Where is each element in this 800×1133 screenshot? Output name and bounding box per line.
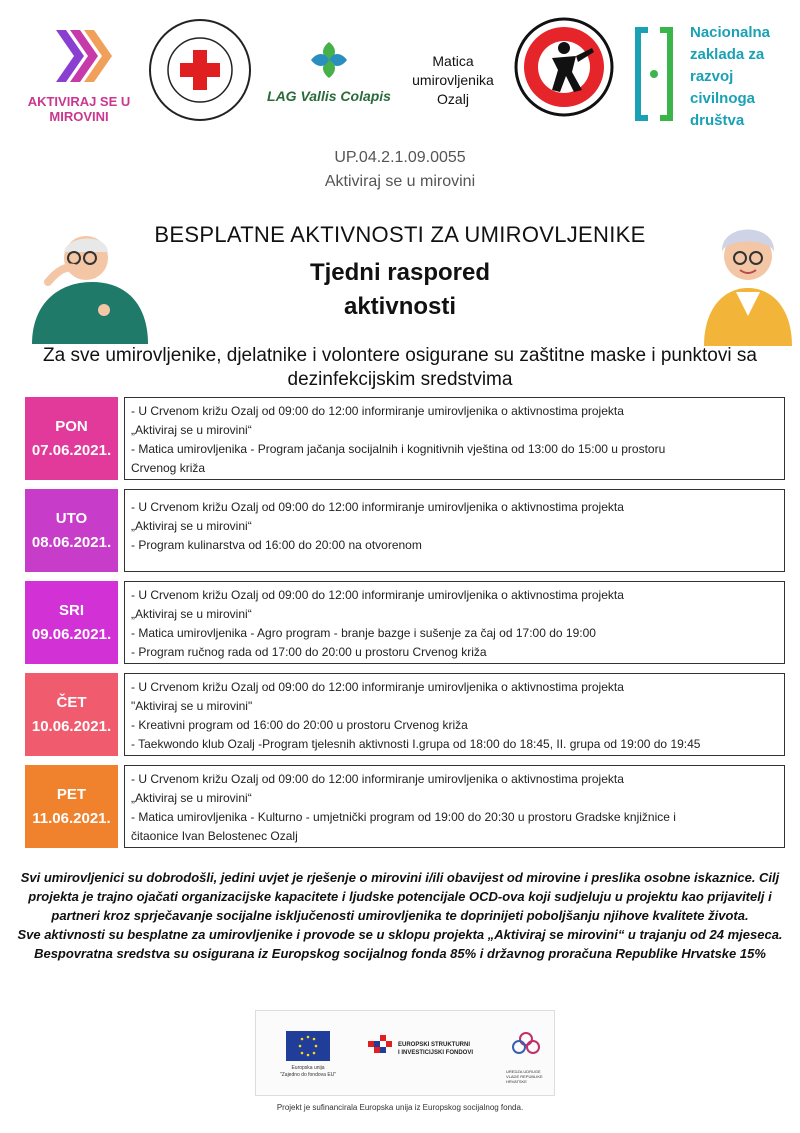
eu-caption (272, 1065, 344, 1079)
activity-line: - Taekwondo klub Ozalj -Program tjelesnih aktivnosti I.grupa od 18:00 do 18:45, II. grupa od 19:00 do 19:45 (131, 737, 701, 751)
schedule-row-tue (25, 489, 785, 572)
activity-line: - Program ručnog rada od 17:00 do 20:00 u prostoru Crvenog križa (131, 645, 487, 659)
footer-paragraph-2: Sve aktivnosti su besplatne za umirovljenike i provode se u sklopu projekta „Aktiviraj se mirovini“ u trajanju od 24 mjeseca. Bespovratna sredstva su osigurana iz Europskog socijalnog fonda 85% i državnog proračuna Republike Hrvatske 15% (17, 927, 783, 961)
page-subtitle (0, 256, 800, 324)
nacionalna-line-4: civilnoga (690, 90, 756, 107)
eu-funding-logos (255, 1010, 555, 1096)
esif-line-2: I INVESTICIJSKI FONDOVI (398, 1050, 474, 1056)
subtitle-line-1: Tjedni raspored (309, 259, 491, 286)
day-name: PON (55, 417, 88, 435)
red-cross-seal-icon (146, 12, 254, 128)
aktiviraj-logo (14, 26, 144, 124)
schedule-row-mon (25, 397, 785, 480)
activity-line: „Aktiviraj se u mirovini“ (131, 791, 252, 805)
activity-line: - Matica umirovljenika - Kulturno - umjetnički program od 19:00 do 20:30 u prostoru Gradske knjižnice i (131, 810, 676, 824)
day-tag (25, 397, 118, 480)
matica-line-1: Matica (432, 53, 474, 69)
day-activities (124, 489, 785, 572)
nacionalna-zaklada-logo (632, 20, 792, 140)
activity-line: - U Crvenom križu Ozalj od 09:00 do 12:00 informiranje umirovljenika o aktivnostima projekta (131, 500, 624, 514)
nacionalna-zaklada-text (690, 22, 770, 132)
aktiviraj-logo-text: AKTIVIRAJ SE U MIROVINI (27, 94, 131, 124)
funding-note: Projekt je sufinancirala Europska unija iz Europskog socijalnog fonda. (276, 1103, 524, 1112)
day-tag (25, 673, 118, 756)
red-cross-logo (146, 12, 254, 128)
activity-line: „Aktiviraj se u mirovini“ (131, 519, 252, 533)
matica-logo (398, 52, 508, 109)
activity-line: čitaonice Ivan Belostenec Ozalj (131, 829, 298, 843)
footer-info (14, 868, 786, 963)
activity-line: - U Crvenom križu Ozalj od 09:00 do 12:00 informiranje umirovljenika o aktivnostima projekta (131, 772, 624, 786)
partner-logos-row (0, 8, 800, 138)
chevron-arrows-icon (44, 26, 114, 86)
project-name: Aktiviraj se u mirovini (324, 173, 476, 190)
day-tag (25, 489, 118, 572)
nacionalna-line-3: razvoj (690, 68, 734, 85)
activity-line: - Matica umirovljenika - Agro program - branje bazge i sušenje za čaj od 17:00 do 19:00 (131, 626, 596, 640)
activity-line: „Aktiviraj se u mirovini“ (131, 607, 252, 621)
day-name: SRI (58, 601, 84, 619)
day-activities (124, 765, 785, 848)
day-activities (124, 581, 785, 664)
footer-paragraph-1: Svi umirovljenici su dobrodošli, jedini uvjet je rješenje o mirovini i/ili obavijest od mirovine i preslika osobne iskaznice. Cilj projekta je trajno ojačati organizacijske kapacitete i ljudske potencijale OCD-ova koji sudjeluju u projektu kao prijavitelj i partneri kroz sprječavanje socijalne isključenosti umirovljenika te doprinijeti poboljšanju njihove kvalitete života. (20, 870, 780, 923)
activity-line: - Program kulinarstva od 16:00 do 20:00 na otvorenom (131, 538, 422, 552)
esif-text (398, 1041, 473, 1057)
lag-logo (262, 38, 396, 104)
day-date: 10.06.2021. (31, 717, 112, 735)
day-tag (25, 765, 118, 848)
day-activities (124, 673, 785, 756)
lag-logo-text: LAG Vallis Colapis (267, 88, 391, 104)
taekwondo-emblem-icon (512, 12, 616, 122)
day-date: 08.06.2021. (31, 533, 112, 551)
activity-line: - Matica umirovljenika - Program jačanja socijalnih i kognitivnih vještina od 13:00 do 15:00 u prostoru (131, 442, 666, 456)
matica-line-3: Ozalj (437, 91, 469, 107)
safety-notice: Za sve umirovljenike, djelatnike i volontere osigurane su zaštitne maske i punktovi sa dezinfekcijskim sredstvima (43, 345, 757, 390)
esif-line-1: EUROPSKI STRUKTURNI (398, 1042, 471, 1048)
nacionalna-line-1: Nacionalna (690, 24, 771, 41)
matica-line-2: umirovljenika (412, 72, 494, 88)
activity-line: - Kreativni program od 16:00 do 20:00 u prostoru Crvenog križa (131, 718, 468, 732)
activity-line: - U Crvenom križu Ozalj od 09:00 do 12:00 informiranje umirovljenika o aktivnostima projekta (131, 404, 624, 418)
schedule-row-wed (25, 581, 785, 664)
eu-caption-line-2: "Zajedno do fondova EU" (279, 1072, 337, 1078)
day-name: UTO (55, 509, 88, 527)
activity-line: - U Crvenom križu Ozalj od 09:00 do 12:00 informiranje umirovljenika o aktivnostima projekta (131, 680, 624, 694)
day-tag (25, 581, 118, 664)
croatian-checker-icon (368, 1035, 396, 1057)
lag-leaf-icon (307, 38, 351, 82)
day-date: 11.06.2021. (32, 809, 111, 827)
taekwondo-logo (512, 12, 616, 122)
schedule-row-fri (25, 765, 785, 848)
eu-caption-line-1: Europska unija (291, 1065, 325, 1071)
government-caption: UREDZA UDRUGE VLADE REPUBLIKE HRVATSKE (506, 1069, 543, 1084)
flower-emblem-icon (506, 1025, 546, 1065)
nacionalna-line-2: zaklada za (690, 46, 765, 63)
eu-flag-icon (286, 1031, 330, 1061)
activity-line: - U Crvenom križu Ozalj od 09:00 do 12:00 informiranje umirovljenika o aktivnostima projekta (131, 588, 624, 602)
schedule-row-thu (25, 673, 785, 756)
project-code: UP.04.2.1.09.0055 (334, 149, 466, 166)
page-title: BESPLATNE AKTIVNOSTI ZA UMIROVLJENIKE (154, 222, 646, 247)
esif-logo (368, 1035, 488, 1061)
subtitle-line-2: aktivnosti (343, 293, 457, 320)
bracket-icon (632, 26, 676, 122)
nacionalna-line-5: društva (690, 112, 745, 129)
day-date: 09.06.2021. (31, 625, 112, 643)
activity-line: „Aktiviraj se u mirovini“ (131, 423, 252, 437)
activity-line: "Aktiviraj se u mirovini" (131, 699, 253, 713)
activity-line: Crvenog križa (131, 461, 206, 475)
day-date: 07.06.2021. (31, 441, 112, 459)
day-name: ČET (56, 693, 87, 711)
project-header (0, 146, 800, 194)
government-office-logo (506, 1025, 546, 1085)
day-activities (124, 397, 785, 480)
day-name: PET (56, 785, 87, 803)
